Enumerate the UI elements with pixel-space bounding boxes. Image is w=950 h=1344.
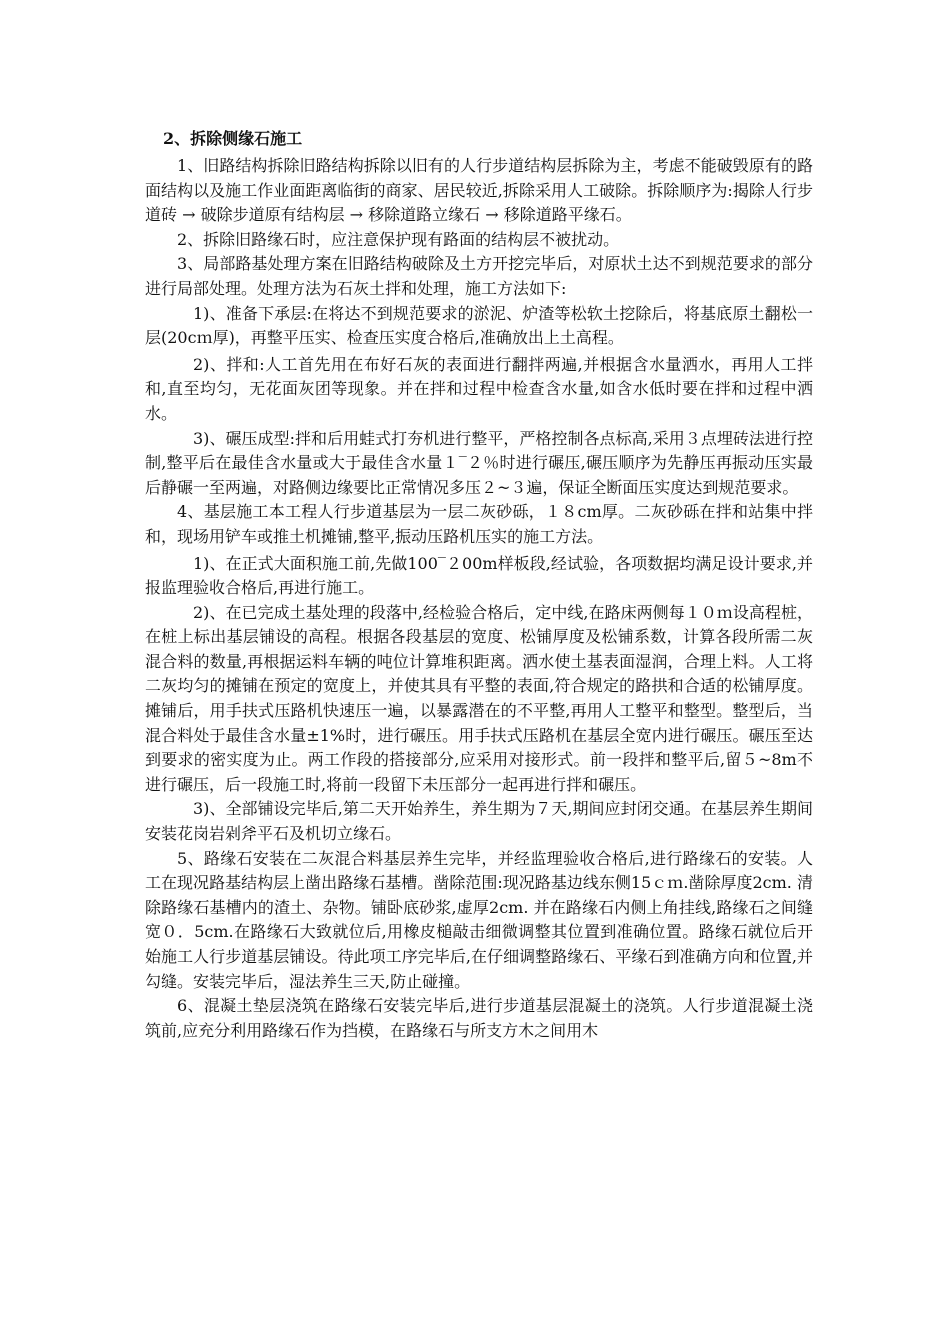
paragraph-5: 5、路缘石安装在二灰混合料基层养生完毕，并经监理验收合格后,进行路缘石的安装。人工在现况路基结构层上凿出路缘石基槽。凿除范围:现况路基边线东侧15ｃｍ.凿除厚度2cm. 清除路缘石基槽内的渣土、杂物。铺卧底砂浆,虚厚2cm. 并在路缘石内侧上角挂线,路缘石之间缝宽０．5cm.在路缘石大致就位后,用橡皮槌敲击细微调整其位置到准确位置。路缘石就位后开始施工人行步道基层铺设。待此项工序完毕后,在仔细调整路缘石、平缘石到准确方向和位置,并勾缝。安装完毕后，湿法养生三天,防止碰撞。 [145, 848, 813, 991]
document-body [145, 124, 813, 1043]
paragraph-4-item-2: 2)、在已完成土基处理的段落中,经检验合格后，定中线,在路床两侧每１０ｍ设高程桩，在桩上标出基层铺设的高程。根据各段基层的宽度、松铺厚度及松铺系数，计算各段所需二灰混合料的数量,再根据运料车辆的吨位计算堆积距离。洒水使土基表面湿润，合理上料。人工将二灰均匀的摊铺在预定的宽度上，并使其具有平整的表面,符合规定的路拱和合适的松铺厚度。摊铺后，用手扶式压路机快速压一遍，以暴露潜在的不平整,再用人工整平和整型。整型后，当混合料处于最佳含水量±1%时，进行碾压。用手扶式压路机在基层全宽内进行碾压。碾压至达到要求的密实度为止。两工作段的搭接部分,应采用对接形式。前一段拌和整平后,留５~8m不进行碾压，后一段施工时,将前一段留下未压部分一起再进行拌和碾压。 [145, 602, 813, 794]
paragraph-2: 2、拆除旧路缘石时，应注意保护现有路面的结构层不被扰动。 [177, 229, 620, 249]
paragraph-3-item-3: 3)、碾压成型:拌和后用蛙式打夯机进行整平，严格控制各点标高,采用３点埋砖法进行控制,整平后在最佳含水量或大于最佳含水量１‾２％时进行碾压,碾压顺序为先静压再振动压实最后静碾一至两遍，对路侧边缘要比正常情况多压２~３遍，保证全断面压实度达到规范要求。 [145, 428, 813, 497]
paragraph-6: 6、混凝土垫层浇筑在路缘石安装完毕后,进行步道基层混凝土的浇筑。人行步道混凝土浇筑前,应充分利用路缘石作为挡模，在路缘石与所支方木之间用木 [145, 996, 813, 1040]
paragraph-4: 4、基层施工本工程人行步道基层为一层二灰砂砾，１８cm厚。二灰砂砾在拌和站集中拌和，现场用铲车或推土机摊铺,整平,振动压路机压实的施工方法。 [145, 502, 813, 546]
paragraph-3: 3、局部路基处理方案在旧路结构破除及土方开挖完毕后，对原状土达不到规范要求的部分进行局部处理。处理方法为石灰土拌和处理，施工方法如下: [145, 254, 813, 298]
paragraph-4-item-1: 1)、在正式大面积施工前,先做100‾２00m样板段,经试验，各项数据均满足设计要求,并报监理验收合格后,再进行施工。 [145, 553, 813, 598]
paragraph-3-item-1: 1)、准备下承层:在将达不到规范要求的淤泥、炉渣等松软土挖除后，将基底原土翻松一层(20cｍ厚)，再整平压实、检查压实度合格后,准确放出上土高程。 [145, 303, 813, 348]
paragraph-4-item-3: 3)、全部铺设完毕后,第二天开始养生，养生期为７天,期间应封闭交通。在基层养生期间安装花岗岩剁斧平石及机切立缘石。 [145, 799, 813, 844]
paragraph-1: 1、旧路结构拆除旧路结构拆除以旧有的人行步道结构层拆除为主，考虑不能破毁原有的路面结构以及施工作业面距离临街的商家、居民较近,拆除采用人工破除。拆除顺序为:揭除人行步道砖 → 破除步道原有结构层 → 移除道路立缘石 → 移除道路平缘石。 [145, 156, 813, 225]
paragraph-3-item-2: 2)、拌和:人工首先用在布好石灰的表面进行翻拌两遍,并根据含水量洒水，再用人工拌和,直至均匀，无花面灰团等现象。并在拌和过程中检查含水量,如含水低时要在拌和过程中洒水。 [145, 354, 813, 423]
section-heading: 2、拆除侧缘石施工 [163, 129, 303, 148]
